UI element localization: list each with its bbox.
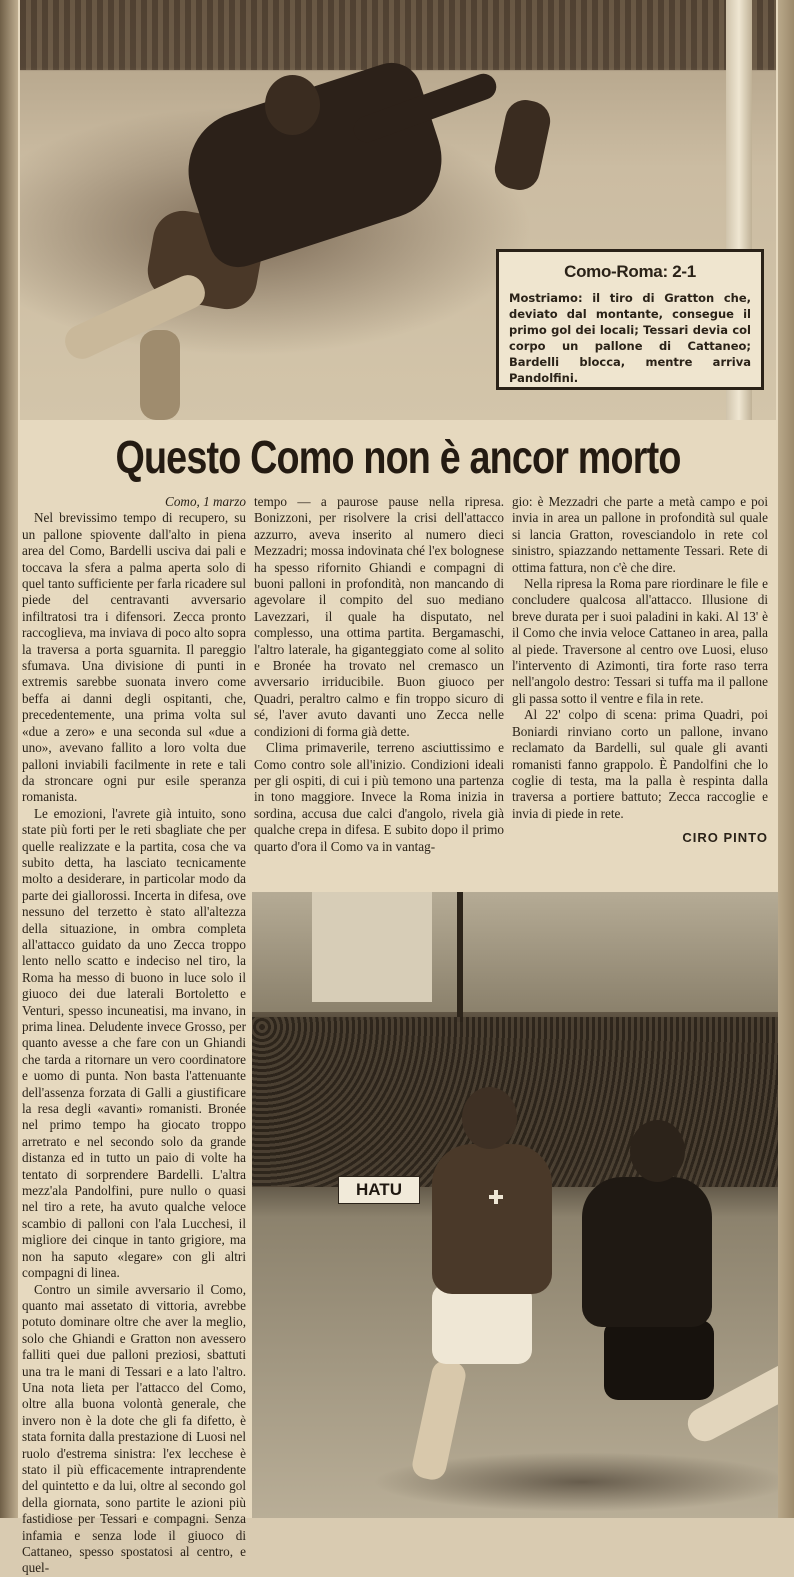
newspaper-page xyxy=(18,0,778,1576)
keeper-head xyxy=(265,75,320,135)
paragraph: Clima primaverile, terreno asciuttissimo e Como contro sole all'inizio. Condizioni ideali per gli ospiti, di cui i più temono una partenza in tono maggiore. Invece la Roma inizia in sordina, accusa due calci d'angolo, rivela già qualche crepa in difesa. E subito dopo il primo quarto d'ora il Como va in vantag- xyxy=(254,740,504,854)
page-gutter-right xyxy=(778,0,794,1518)
background-player xyxy=(491,96,554,193)
paragraph: gio: è Mezzadri che parte a metà campo e poi invia in area un pallone in profondità sul quale si lancia Gratton, rovesciandolo in rete col sinistro, spiazzando nettamente Tessari. Rete di ottima fattura, non c'è che dire. xyxy=(512,494,768,575)
article-headline: Questo Como non è ancor morto xyxy=(115,431,681,483)
cross-badge-icon xyxy=(489,1190,503,1204)
caption-text: Mostriamo: il tiro di Gratton che, deviato dal montante, consegue il primo gol dei locali; Tessari devia col corpo un pallone di Cattaneo; Bardelli blocca, mentre arriva Pandolfini. xyxy=(509,291,751,385)
paragraph: Contro un simile avversario il Como, quanto mai assetato di vittoria, avrebbe potuto dominare oltre che aver la meglio, solo che Ghiandi e Gratton non avessero falliti quei due palloni preziosi, sbattuti una tra le mani di Tessari e a lato l'altro. Una nota lieta per l'attacco del Como, oltre alla buona volontà generale, che invero non è la dote che gli fa difetto, è stata fornita dalla prestazione di Luosi nel ruolo d'estrema sinistra: l'ex lecchese è stato il più efficacemente intraprendente del quintetto e da lui, oltre al secondo gol della giornata, sono partite le azioni più fastidiose per Tessari e compagni. Senza infamia e senza lode il giuoco di Cattaneo, spesso spostatosi al centro, e quel- xyxy=(22,1281,246,1576)
photo-pole xyxy=(457,892,463,1022)
stadium-stand xyxy=(20,0,776,70)
top-photo-goalkeeper-dive xyxy=(20,0,776,420)
player-roma-head xyxy=(462,1087,517,1149)
player-como-shirt xyxy=(582,1177,712,1327)
page-gutter-left xyxy=(0,0,18,1518)
article-column-2 xyxy=(254,494,504,855)
caption-title: Como-Roma: 2-1 xyxy=(564,262,696,281)
keeper-leg xyxy=(60,270,210,364)
article-column-1 xyxy=(22,494,246,1577)
player-roma-shirt xyxy=(432,1144,552,1294)
paragraph: Al 22' colpo di scena: prima Quadri, poi Boniardi rinviano corto un pallone, invano reclamato da Bardelli, sul quale gli avanti romanisti fanno grappolo. È Pandolfini che lo coglie di testa, ma la palla è respinta dalla traversa a portiere battuto; Zecca raccoglie e invia di piede in rete. xyxy=(512,707,768,821)
paragraph: tempo — a paurose pause nella ripresa. Bonizzoni, per risolvere la crisi dell'attacco azzurro, aveva inserito al numero dieci Mezzadri; mossa indovinata ché l'ex bolognese ha spesso rifornito Ghiandi e compagni di buoni palloni in profondità, non mancando di agevolare il compito del suo mediano Lavezzari, il quale ha disputato, nel complesso, una ottima partita. Bergamaschi, l'altro laterale, ha giganteggiato come al solito e Bronée ha trovato nel cremasco un avversario irriducibile. Buon giuoco per Quadri, peraltro calmo e fin troppo sicuro di sé, l'aver avuto davanti uno Zecca nelle condizioni di forma già dette. xyxy=(254,494,504,739)
paragraph: Nel brevissimo tempo di recupero, su un pallone spiovente dall'alto in piena area del Como, Bardelli usciva dai pali e toccava la sfera a palma aperta solo di quel tanto sufficiente per farla ricadere sul piede del centravanti avversario infiltratosi tra i difensori. Zecca pronto raccoglieva, ma inviava di poco alto sopra la traversa a porta sguarnita. Il pareggio sfumava. Una divisione di punti in extremis sarebbe suonata invero come beffa ai danni degli ospitanti, che, precedentemente, una prima volta sul «due a zero» e una seconda sul «due a uno», avevano fallito a loro volta due palloni inviabili facilmente in rete e tali da stroncare ogni pur esile speranza romanista. xyxy=(22,510,246,805)
article-dateline: Como, 1 marzo xyxy=(165,494,246,509)
paragraph: Le emozioni, l'avrete già intuito, sono state più forti per le reti sbagliate che per quelle realizzate e la partita, cosa che va subito detta, ha lasciato tecnicamente molto a desiderare, in particolar modo da parte dei giallorossi. Incerta in difesa, ove nessuno del terzetto è stato all'altezza della situazione, in ombra completa all'attacco guidato da uno Zecca troppo lento nello scatto e indeciso nel tiro, la Roma ha messo di buono in luce solo il giuoco dei due laterali Bortoletto e Venturi, spesso incuneatisi, ma invano, in prima linea. Deludente invece Grosso, per quanto avesse a che fare con un Ghiandi che tarda a ritornare un vero coordinatore e uomo di punta. Non basta l'attenuante dell'assenza forzata di Galli a giustificare la resa degli «avanti» romanisti. Bronée nel primo tempo ha giocato troppo arretrato e nel secondo solo da grande distanza ed in tutto un paio di volte ha tentato di sorprendere Bardelli. L'altra mezz'ala Pandolfini, pure nullo o quasi nel tiro a rete, ha avuto qualche veloce scambio di palloni con l'ala Lucchesi, il migliore dei cinque in tanto grigiore, ma non ha saputo «legare» con gli altri compagni di linea. xyxy=(22,805,246,1281)
paragraph: Nella ripresa la Roma pare riordinare le file e concludere qualcosa all'attacco. Illusione di breve durata per i suoi paladini in kaki. Al 13' è il Como che invia veloce Cattaneo in area, palla al piede. Traversone al centro ove Luosi, eluso l'intervento di Azimonti, tira forte raso terra nell'angolo destro: Tessari si tuffa ma il pallone gli passa sotto il ventre e fila in rete. xyxy=(512,576,768,706)
photo-caption-box xyxy=(496,249,764,390)
player-roma-shorts xyxy=(432,1284,532,1364)
bottom-photo-match-action xyxy=(252,892,778,1518)
stadium-advert-sign: HATU xyxy=(338,1176,420,1204)
keeper-leg-lower xyxy=(140,330,180,420)
player-como-shorts xyxy=(604,1320,714,1400)
author-signature: CIRO PINTO xyxy=(682,830,768,846)
article-column-3 xyxy=(512,494,768,847)
photo-building xyxy=(312,892,432,1002)
player-como-head xyxy=(630,1120,685,1182)
